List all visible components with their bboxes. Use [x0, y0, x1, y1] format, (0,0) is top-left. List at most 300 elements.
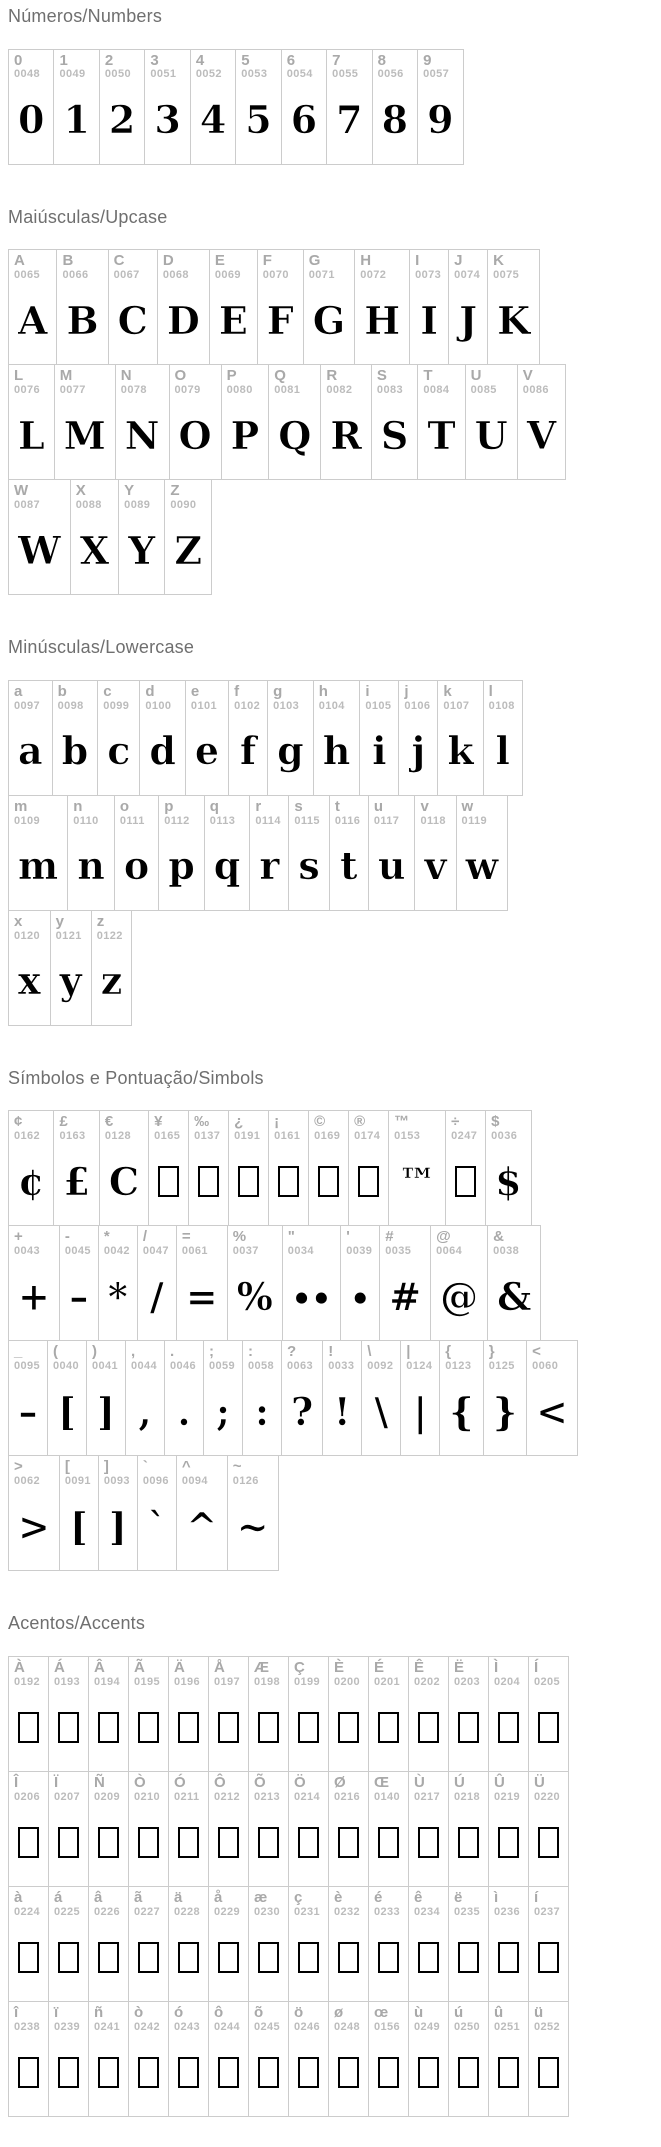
glyph-preview: [451, 1143, 480, 1219]
glyph-table: [8, 249, 653, 595]
glyph-cell: [148, 1110, 189, 1226]
cell-unicode-code: 0244: [214, 2020, 241, 2033]
cell-unicode-code: 0103: [273, 699, 300, 712]
cell-unicode-code: 0053: [241, 68, 268, 81]
cell-label: [105, 1114, 143, 1142]
cell-unicode-code: 0217: [414, 1790, 441, 1803]
cell-label: [404, 684, 432, 712]
cell-label: [196, 53, 230, 81]
glyph-preview: [454, 2033, 483, 2109]
glyph-text: ~: [236, 1504, 269, 1550]
glyph-text: ,: [138, 1389, 152, 1435]
glyph-preview: [314, 1143, 343, 1219]
glyph-preview: [493, 1258, 535, 1334]
cell-label: [234, 1114, 263, 1142]
cell-unicode-code: 0059: [209, 1360, 236, 1373]
glyph-cell: [208, 2001, 249, 2117]
cell-label: [65, 1459, 93, 1487]
cell-character-label: î: [14, 2003, 19, 2021]
glyph-preview: [334, 1918, 363, 1994]
cell-unicode-code: 0241: [94, 2020, 121, 2033]
missing-glyph-box: [178, 1712, 199, 1743]
cell-label: [233, 1229, 277, 1257]
cell-unicode-code: 0095: [14, 1360, 41, 1373]
cell-unicode-code: 0121: [55, 929, 82, 942]
cell-unicode-code: 0038: [493, 1245, 520, 1258]
missing-glyph-box: [98, 2057, 119, 2088]
cell-unicode-code: 0041: [92, 1360, 119, 1373]
cell-unicode-code: 0212: [214, 1790, 241, 1803]
glyph-text: &: [497, 1274, 532, 1320]
cell-label: [374, 1775, 403, 1803]
glyph-text: \: [374, 1389, 389, 1435]
missing-glyph-box: [498, 1827, 519, 1858]
glyph-text: /: [149, 1274, 164, 1320]
missing-glyph-box: [18, 1827, 39, 1858]
glyph-cell: [268, 1110, 309, 1226]
glyph-cell: [303, 249, 355, 365]
glyph-cell: [368, 1771, 409, 1887]
glyph-preview: [14, 511, 65, 587]
glyph-row: [8, 479, 653, 595]
missing-glyph-box: [458, 2057, 479, 2088]
cell-character-label: Ê: [414, 1658, 425, 1676]
cell-character-label: l: [488, 682, 493, 700]
cell-label: [215, 253, 252, 281]
glyph-cell: [288, 1886, 329, 2002]
cell-character-label: q: [209, 797, 219, 815]
cell-label: [150, 53, 184, 81]
glyph-text: A: [18, 297, 48, 343]
glyph-preview: [214, 1688, 243, 1764]
glyph-preview: [365, 712, 393, 788]
cell-unicode-code: 0090: [170, 498, 197, 511]
cell-character-label: -: [64, 1228, 70, 1246]
glyph-cell: [372, 49, 418, 165]
glyph-preview: [234, 1143, 263, 1219]
cell-character-label: @: [436, 1228, 451, 1246]
glyph-text: n: [77, 843, 105, 889]
glyph-cell: [439, 1340, 483, 1456]
glyph-cell: [322, 1340, 362, 1456]
glyph-text: B: [66, 297, 99, 343]
cell-unicode-code: 0224: [14, 1905, 41, 1918]
glyph-cell: [118, 479, 165, 595]
cell-character-label: }: [488, 1343, 495, 1361]
cell-character-label: Ñ: [94, 1773, 105, 1791]
cell-label: [210, 799, 245, 827]
cell-unicode-code: 0057: [423, 68, 450, 81]
cell-unicode-code: 0236: [494, 1905, 521, 1918]
glyph-cell: [408, 1656, 449, 1772]
cell-label: [334, 1660, 363, 1688]
glyph-cell: [67, 795, 115, 911]
glyph-preview: [335, 827, 363, 903]
cell-label: [394, 1114, 440, 1142]
missing-glyph-box: [218, 2057, 239, 2088]
glyph-preview: [385, 1258, 425, 1334]
cell-character-label: Y: [124, 482, 135, 500]
cell-unicode-code: 0045: [64, 1245, 91, 1258]
cell-unicode-code: 0239: [54, 2020, 81, 2033]
missing-glyph-box: [378, 1942, 399, 1973]
cell-label: [134, 2005, 163, 2033]
glyph-text: W: [18, 527, 61, 573]
glyph-table: [8, 1656, 653, 2117]
cell-unicode-code: 0093: [103, 1475, 130, 1488]
cell-character-label: |: [406, 1343, 411, 1361]
cell-label: [294, 1890, 323, 1918]
cell-unicode-code: 0036: [491, 1130, 518, 1143]
glyph-cell: [53, 49, 99, 165]
glyph-preview: [489, 1373, 521, 1449]
cell-label: [14, 1890, 43, 1918]
glyph-text: v: [424, 843, 447, 889]
cell-unicode-code: 0238: [14, 2020, 41, 2033]
cell-character-label: 7: [332, 51, 341, 69]
glyph-text: =: [185, 1274, 218, 1320]
cell-character-label: ã: [134, 1888, 143, 1906]
cell-label: [59, 53, 93, 81]
cell-label: [14, 483, 65, 511]
glyph-text: P: [230, 412, 260, 458]
cell-unicode-code: 0237: [534, 1905, 561, 1918]
glyph-cell: [328, 1886, 369, 2002]
glyph-cell: [209, 249, 258, 365]
cell-character-label: ": [287, 1228, 295, 1246]
cell-label: [73, 799, 109, 827]
cell-character-label: ç: [294, 1888, 303, 1906]
section-title: Acentos/Accents: [8, 1613, 146, 1634]
cell-unicode-code: 0128: [104, 1130, 131, 1143]
glyph-preview: [254, 1803, 283, 1879]
glyph-table: [8, 49, 653, 165]
cell-label: [334, 1890, 363, 1918]
glyph-preview: [59, 81, 93, 157]
cell-character-label: 0: [14, 51, 23, 69]
glyph-preview: [174, 2033, 203, 2109]
glyph-preview: [334, 2033, 363, 2109]
glyph-cell: [288, 1656, 329, 1772]
glyph-text: ]: [108, 1504, 127, 1550]
cell-label: [436, 1229, 482, 1257]
missing-glyph-box: [258, 2057, 279, 2088]
cell-unicode-code: 0245: [254, 2020, 281, 2033]
cell-label: [254, 1890, 283, 1918]
glyph-cell: [487, 249, 540, 365]
glyph-preview: [443, 712, 477, 788]
cell-unicode-code: 0079: [174, 383, 201, 396]
cell-unicode-code: 0105: [365, 699, 392, 712]
glyph-cell: [328, 1656, 369, 1772]
glyph-preview: [214, 1918, 243, 1994]
glyph-preview: [121, 396, 164, 472]
glyph-preview: [14, 1258, 54, 1334]
cell-character-label: ï: [54, 2003, 59, 2021]
glyph-cell: [59, 1455, 99, 1571]
missing-glyph-box: [178, 1942, 199, 1973]
cell-label: [227, 368, 264, 396]
glyph-preview: [14, 396, 49, 472]
cell-unicode-code: 0251: [494, 2020, 521, 2033]
missing-glyph-box: [538, 2057, 559, 2088]
cell-character-label: e: [190, 682, 200, 700]
glyph-preview: [346, 1258, 374, 1334]
glyph-preview: [494, 1803, 523, 1879]
glyph-preview: [227, 396, 264, 472]
cell-character-label: €: [104, 1113, 114, 1131]
glyph-preview: [174, 1688, 203, 1764]
glyph-cell: [485, 1110, 531, 1226]
missing-glyph-box: [378, 1712, 399, 1743]
glyph-text: 3: [154, 97, 181, 143]
cell-label: [274, 368, 315, 396]
cell-label: [145, 684, 180, 712]
glyph-text: –: [18, 1389, 38, 1435]
glyph-cell: [8, 2001, 49, 2117]
cell-unicode-code: 0249: [414, 2020, 441, 2033]
cell-label: [454, 1660, 483, 1688]
cell-character-label: ö: [294, 2003, 304, 2021]
glyph-cell: [48, 1771, 89, 1887]
cell-label: [105, 53, 139, 81]
cell-label: [274, 1114, 303, 1142]
cell-character-label: Ä: [174, 1658, 185, 1676]
missing-glyph-box: [338, 2057, 359, 2088]
cell-label: [131, 1344, 159, 1372]
cell-unicode-code: 0055: [332, 68, 359, 81]
cell-label: [454, 253, 482, 281]
cell-character-label: 3: [150, 51, 159, 69]
glyph-cell: [398, 680, 438, 796]
glyph-text: !: [333, 1389, 351, 1435]
glyph-preview: [94, 1688, 123, 1764]
glyph-text: `: [147, 1504, 167, 1550]
missing-glyph-box: [458, 1827, 479, 1858]
missing-glyph-box: [418, 1942, 439, 1973]
cell-label: [254, 2005, 283, 2033]
glyph-preview: [62, 281, 102, 357]
cell-character-label: í: [534, 1888, 539, 1906]
cell-character-label: È: [334, 1658, 345, 1676]
glyph-preview: [378, 81, 412, 157]
glyph-preview: [462, 827, 503, 903]
missing-glyph-box: [158, 1166, 179, 1197]
glyph-cell: [98, 1455, 138, 1571]
cell-label: [374, 799, 410, 827]
cell-unicode-code: 0192: [14, 1675, 41, 1688]
cell-unicode-code: 0193: [54, 1675, 81, 1688]
cell-label: [494, 1775, 523, 1803]
cell-character-label: z: [96, 912, 105, 930]
cell-character-label: _: [14, 1343, 23, 1361]
glyph-preview: [414, 1688, 443, 1764]
cell-unicode-code: 0233: [374, 1905, 401, 1918]
glyph-text: >: [18, 1504, 50, 1550]
cell-unicode-code: 0040: [53, 1360, 80, 1373]
glyph-preview: [334, 1803, 363, 1879]
cell-label: [462, 799, 503, 827]
glyph-cell: [408, 1886, 449, 2002]
glyph-preview: [14, 81, 48, 157]
cell-character-label: 8: [377, 51, 386, 69]
glyph-preview: [294, 1688, 323, 1764]
section-lowercase: [8, 637, 653, 1026]
cell-label: [54, 2005, 83, 2033]
section-title: Símbolos e Pontuação/Simbols: [8, 1067, 264, 1088]
cell-character-label: \: [367, 1343, 372, 1361]
glyph-cell: [288, 1771, 329, 1887]
cell-character-label: õ: [254, 2003, 264, 2021]
cell-character-label: (: [53, 1343, 58, 1361]
glyph-text: R: [330, 412, 362, 458]
cell-label: [241, 53, 275, 81]
cell-label: [445, 1344, 477, 1372]
cell-label: [104, 1229, 132, 1257]
cell-unicode-code: 0123: [445, 1360, 472, 1373]
missing-glyph-box: [455, 1166, 476, 1197]
glyph-preview: [423, 81, 457, 157]
glyph-cell: [528, 2001, 569, 2117]
cell-unicode-code: 0205: [534, 1675, 561, 1688]
cell-character-label: ©: [314, 1113, 326, 1131]
glyph-preview: [294, 2033, 323, 2109]
glyph-preview: [134, 2033, 163, 2109]
cell-unicode-code: 0231: [294, 1905, 321, 1918]
cell-unicode-code: 0098: [57, 699, 84, 712]
missing-glyph-box: [98, 1712, 119, 1743]
glyph-cell: [128, 1771, 169, 1887]
glyph-preview: [404, 712, 432, 788]
missing-glyph-box: [198, 1166, 219, 1197]
glyph-cell: [88, 1656, 129, 1772]
cell-label: [14, 1459, 54, 1487]
glyph-preview: [56, 942, 86, 1018]
cell-character-label: D: [162, 252, 174, 270]
cell-character-label: Æ: [254, 1658, 269, 1676]
cell-character-label: `: [142, 1458, 148, 1476]
glyph-preview: [65, 1258, 93, 1334]
glyph-cell: [176, 1225, 228, 1341]
glyph-cell: [203, 1340, 243, 1456]
missing-glyph-box: [298, 2057, 319, 2088]
cell-unicode-code: 0046: [170, 1360, 197, 1373]
cell-character-label: ;: [209, 1343, 214, 1361]
cell-label: [121, 368, 164, 396]
glyph-text: i: [372, 728, 387, 774]
glyph-cell: [328, 2001, 369, 2117]
glyph-cell: [164, 1340, 204, 1456]
missing-glyph-box: [258, 1712, 279, 1743]
cell-character-label: ^: [181, 1458, 191, 1476]
glyph-cell: [320, 364, 372, 480]
glyph-text: :: [254, 1389, 270, 1435]
glyph-cell: [50, 910, 92, 1026]
section-title: Números/Numbers: [8, 6, 163, 26]
glyph-preview: [182, 1488, 222, 1564]
glyph-preview: [354, 1143, 383, 1219]
cell-unicode-code: 0048: [14, 68, 41, 81]
cell-character-label: ÷: [451, 1113, 460, 1131]
glyph-cell: [281, 1340, 323, 1456]
missing-glyph-box: [298, 1712, 319, 1743]
cell-label: [14, 1229, 54, 1257]
glyph-preview: [374, 2033, 403, 2109]
glyph-text: o: [123, 843, 150, 889]
cell-unicode-code: 0034: [287, 1245, 314, 1258]
glyph-preview: [532, 1373, 572, 1449]
cell-unicode-code: 0214: [294, 1790, 321, 1803]
cell-character-label: $: [491, 1113, 500, 1131]
glyph-preview: [134, 1803, 163, 1879]
glyph-preview: [145, 712, 180, 788]
glyph-text: ^: [185, 1504, 218, 1550]
glyph-preview: [14, 1803, 43, 1879]
cell-unicode-code: 0037: [232, 1245, 259, 1258]
glyph-cell: [128, 1656, 169, 1772]
cell-character-label: Ã: [134, 1658, 145, 1676]
glyph-preview: [263, 281, 298, 357]
cell-unicode-code: 0111: [119, 814, 145, 827]
cell-character-label: B: [62, 252, 74, 270]
cell-character-label: ü: [534, 2003, 544, 2021]
cell-label: [494, 1660, 523, 1688]
glyph-cell: [488, 1771, 529, 1887]
cell-label: [182, 1459, 222, 1487]
cell-character-label: m: [14, 797, 28, 815]
cell-label: [92, 1344, 120, 1372]
cell-unicode-code: 0081: [274, 383, 301, 396]
glyph-cell: [430, 1225, 488, 1341]
cell-label: [174, 1660, 203, 1688]
glyph-cell: [359, 680, 399, 796]
glyph-preview: [374, 1803, 403, 1879]
cell-unicode-code: 0153: [394, 1130, 421, 1143]
glyph-text: I: [420, 297, 439, 343]
cell-character-label: L: [14, 367, 24, 385]
cell-label: [174, 2005, 203, 2033]
glyph-cell: [328, 1771, 369, 1887]
cell-character-label: Î: [14, 1773, 19, 1791]
glyph-preview: [174, 1918, 203, 1994]
glyph-text: V: [526, 412, 557, 458]
glyph-preview: [131, 1373, 159, 1449]
cell-label: [328, 1344, 356, 1372]
cell-character-label: v: [420, 797, 429, 815]
cell-unicode-code: 0043: [14, 1245, 41, 1258]
cell-unicode-code: 0071: [308, 268, 335, 281]
cell-character-label: t: [334, 797, 340, 815]
missing-glyph-box: [18, 1942, 39, 1973]
cell-unicode-code: 0086: [522, 383, 549, 396]
glyph-cell: [97, 680, 140, 796]
cell-character-label: œ: [374, 2003, 389, 2021]
cell-unicode-code: 0080: [226, 383, 253, 396]
glyph-preview: [454, 1918, 483, 1994]
cell-unicode-code: 0067: [113, 268, 140, 281]
glyph-cell: [157, 249, 210, 365]
glyph-text: 0: [18, 97, 45, 143]
cell-character-label: ¿: [234, 1113, 244, 1131]
cell-label: [326, 368, 366, 396]
glyph-text: s: [298, 843, 320, 889]
glyph-cell: [70, 479, 119, 595]
cell-label: [423, 53, 457, 81]
glyph-preview: [60, 396, 110, 472]
glyph-preview: [134, 1918, 163, 1994]
glyph-cell: [108, 249, 158, 365]
cell-label: [154, 1114, 183, 1142]
